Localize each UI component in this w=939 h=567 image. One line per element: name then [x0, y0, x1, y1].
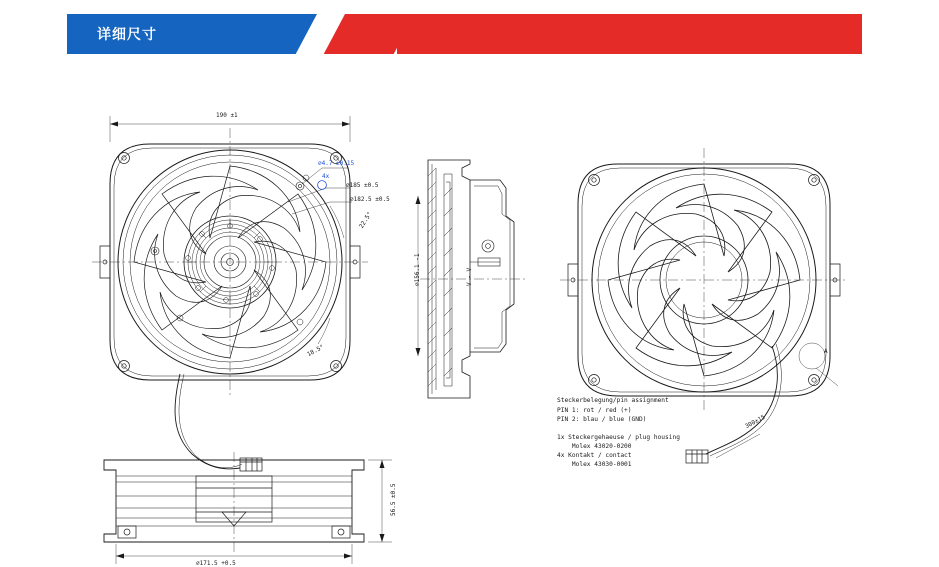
pin-assignment-line-2: 1x Steckergehaeuse / plug housing: [557, 434, 680, 441]
dim-angle-top: 22.5°: [358, 210, 374, 230]
dim-side-height: 56.5 ±0.5: [390, 483, 397, 516]
page-title: 详细尺寸: [97, 26, 157, 42]
header-banner: [67, 14, 862, 54]
pin-assignment-line-3: Molex 43020-0200: [557, 443, 632, 450]
pin-assignment-line-5: Molex 43030-0001: [557, 461, 632, 468]
technical-drawing: [0, 56, 939, 567]
detail-a-label: A: [824, 348, 828, 355]
dim-section-dia: ⌀156.1 -1: [414, 253, 421, 286]
section-mark-left: V - V: [466, 267, 473, 286]
dim-front-hub-dia: ⌀4.7 ±0.15: [318, 160, 355, 167]
dim-side-dia: ⌀171.5 +0.5: [196, 560, 236, 567]
drawing-canvas: [0, 56, 939, 567]
pin-assignment-line-0: PIN 1: rot / red (+): [557, 407, 632, 414]
dim-front-dia-3: ⌀182.5 ±0.5: [350, 196, 390, 203]
pin-assignment-heading: Steckerbelegung/pin assignment: [557, 397, 669, 404]
side-view-group: [104, 452, 392, 564]
pin-assignment-line-1: PIN 2: blau / blue (GND): [557, 416, 647, 423]
dim-angle-bottom: 18.5°: [306, 343, 326, 359]
dim-front-dia-2: ⌀185 ±0.5: [346, 182, 379, 189]
banner-red-block: [397, 14, 862, 54]
dim-front-width: 190 ±1: [216, 112, 238, 119]
pin-assignment-line-4: 4x Kontakt / contact: [557, 452, 632, 459]
cable-length-label: 300±15: [744, 413, 767, 431]
front-view-group: [92, 116, 368, 471]
dim-front-hub-note: 4x: [322, 173, 330, 180]
